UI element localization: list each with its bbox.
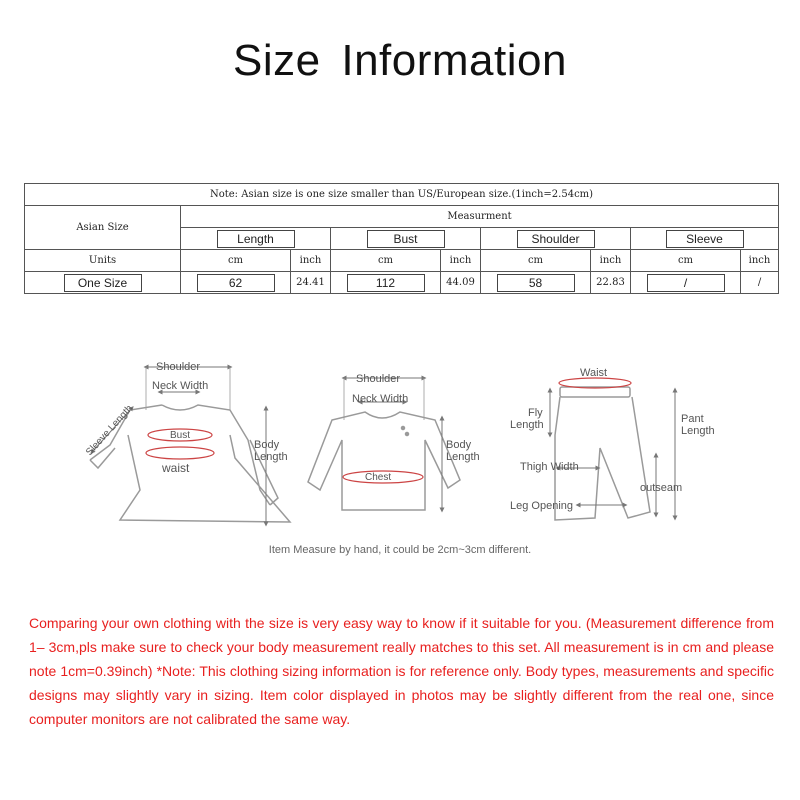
measurement-diagram [80, 340, 720, 540]
dress-waist-label: waist [162, 461, 190, 475]
shoulder-inch-cell: 22.83 [591, 272, 631, 294]
column-header-length [181, 228, 331, 250]
size-table [24, 183, 779, 294]
pants-waist-label: Waist [580, 367, 608, 379]
dress-sleeve-length-label: Sleeve Length [84, 403, 136, 459]
dress-bust-label: Bust [170, 430, 191, 441]
pants-fly-length-label-2: Length [510, 419, 544, 431]
sizing-description: Comparing your own clothing with the size is very easy way to know if it suitable for you. (Measurement difference from 1– 3cm,pls make sure to check your body measurement really matches to this set. All measurement is in cm and please note 1cm=0.39inch) *Note: This clothing sizing information is for reference only. Body types, measurements and specific designs may slightly vary in sizing. Item color displayed in photos may be slightly different from the real one, since computer monitors are not calibrated the same way. [29, 615, 774, 727]
asian-size-header: Asian Size [25, 206, 181, 250]
bust-label: Bust [367, 230, 445, 248]
pants-outseam-label: outseam [640, 482, 683, 494]
shoulder-cm-value: 58 [497, 274, 575, 292]
dress-shoulder-label: Shoulder [156, 361, 201, 373]
pants-length-label-1: Pant [681, 413, 704, 425]
table-note: Note: Asian size is one size smaller than US/European size.(1inch=2.54cm) [25, 184, 779, 206]
bust-cm-cell [331, 272, 441, 294]
top-outline-icon [308, 412, 460, 510]
measurement-header: Measurment [181, 206, 779, 228]
dress-body-length-label-1: Body [254, 439, 280, 451]
pants-length-label-2: Length [681, 425, 715, 437]
unit-cm: cm [331, 250, 441, 272]
bust-cm-value: 112 [347, 274, 425, 292]
pants-leg-opening-label: Leg Opening [510, 500, 573, 512]
units-header: Units [25, 250, 181, 272]
column-header-bust [331, 228, 481, 250]
unit-inch: inch [741, 250, 779, 272]
bust-inch-cell: 44.09 [441, 272, 481, 294]
unit-cm: cm [631, 250, 741, 272]
length-label: Length [217, 230, 295, 248]
shoulder-label: Shoulder [517, 230, 595, 248]
unit-inch: inch [591, 250, 631, 272]
sleeve-cm-cell [631, 272, 741, 294]
top-chest-label: Chest [365, 472, 392, 483]
length-inch-cell: 24.41 [291, 272, 331, 294]
length-cm-value: 62 [197, 274, 275, 292]
table-row [25, 272, 779, 294]
top-neck-width-label: Neck Width [352, 393, 409, 405]
sleeve-cm-value: / [647, 274, 725, 292]
size-value: One Size [64, 274, 142, 292]
pants-fly-length-label-1: Fly [528, 407, 543, 419]
pants-thigh-width-label: Thigh Width [520, 461, 579, 473]
sleeve-inch-cell: / [741, 272, 779, 294]
top-body-length-label-1: Body [446, 439, 472, 451]
dress-neck-width-label: Neck Width [152, 380, 209, 392]
measure-note: Item Measure by hand, it could be 2cm~3cm different. [268, 544, 532, 556]
pants-diagram [550, 378, 675, 520]
length-cm-cell [181, 272, 291, 294]
size-cell [25, 272, 181, 294]
unit-cm: cm [181, 250, 291, 272]
column-header-sleeve [631, 228, 779, 250]
page-title: Size Information [233, 36, 567, 85]
column-header-shoulder [481, 228, 631, 250]
unit-inch: inch [291, 250, 331, 272]
top-shoulder-label: Shoulder [356, 373, 401, 385]
sleeve-label: Sleeve [666, 230, 744, 248]
top-body-length-label-2: Length [446, 451, 480, 463]
unit-inch: inch [441, 250, 481, 272]
unit-cm: cm [481, 250, 591, 272]
shoulder-cm-cell [481, 272, 591, 294]
dress-body-length-label-2: Length [254, 451, 288, 463]
